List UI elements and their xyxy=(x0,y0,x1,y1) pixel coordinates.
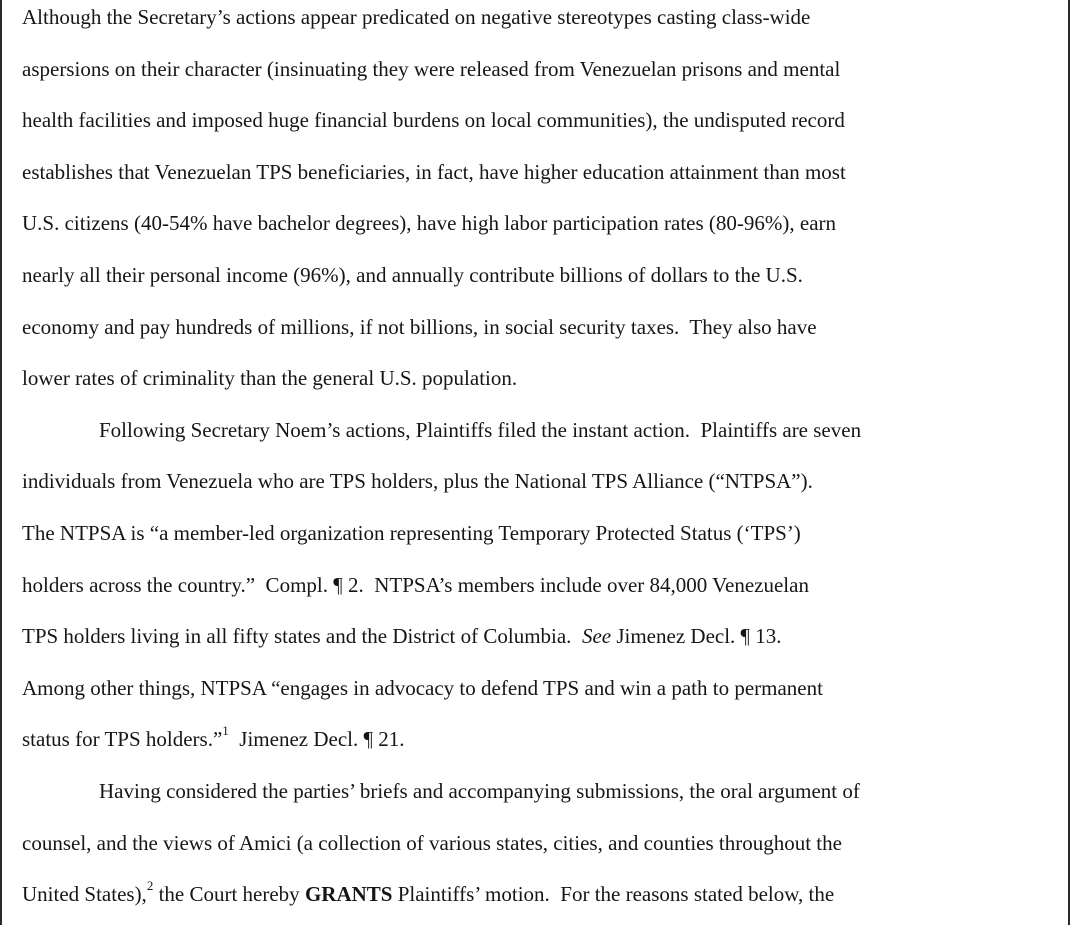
text-line: status for TPS holders.”$^1$ Jimenez Decl. ¶ 21. xyxy=(22,723,405,752)
paragraph-1 xyxy=(22,0,1052,413)
text-line: U.S. citizens (40-54% have bachelor degrees), have high labor participation rates (80-96%), earn xyxy=(22,211,837,236)
italic-see: See xyxy=(581,624,612,649)
paragraph-2 xyxy=(22,413,1052,774)
text-line: establishes that Venezuelan TPS beneficiaries, in fact, have higher education attainment than most xyxy=(22,159,846,184)
text-line: Although the Secretary’s actions appear predicated on negative stereotypes casting class-wide xyxy=(22,5,811,29)
text-line: Among other things, NTPSA “engages in advocacy to defend TPS and win a path to permanent xyxy=(22,675,823,700)
text-line: counsel, and the views of Amici (a collection of various states, cities, and counties throughout the xyxy=(22,830,842,855)
text-line: lower rates of criminality than the general U.S. population. xyxy=(22,366,518,391)
text-line: United States),$^2$ the Court hereby GRANTS Plaintiffs’ motion. For the reasons stated below, the xyxy=(22,878,835,907)
document-body xyxy=(22,0,1052,929)
text-line: individuals from Venezuela who are TPS holders, plus the National TPS Alliance (“NTPSA”). xyxy=(22,469,813,494)
text-line-indented: Following Secretary Noem’s actions, Plaintiffs filed the instant action. Plaintiffs are seven xyxy=(99,417,862,442)
footnote-ref-1[interactable]: 1 xyxy=(222,723,229,739)
text-line: The NTPSA is “a member-led organization representing Temporary Protected Status (‘TPS’) xyxy=(22,520,801,545)
footnote-ref-2[interactable]: 2 xyxy=(146,878,154,894)
text-line-indented: Having considered the parties’ briefs and accompanying submissions, the oral argument of xyxy=(99,778,860,803)
text-line: health facilities and imposed huge financial burdens on local communities), the undisputed record xyxy=(22,108,845,133)
text-line: economy and pay hundreds of millions, if not billions, in social security taxes. They also have xyxy=(22,314,817,339)
text-line: TPS holders living in all fifty states and the District of Columbia. See Jimenez Decl. ¶ 13. xyxy=(22,624,782,649)
text-line: nearly all their personal income (96%), and annually contribute billions of dollars to the U.S. xyxy=(22,262,803,287)
text-line: aspersions on their character (insinuating they were released from Venezuelan prisons and mental xyxy=(22,56,841,81)
paragraph-3 xyxy=(22,774,1052,929)
bold-grants: GRANTS xyxy=(304,882,393,907)
text-line: holders across the country.” Compl. ¶ 2. NTPSA’s members include over 84,000 Venezuelan xyxy=(22,572,809,597)
